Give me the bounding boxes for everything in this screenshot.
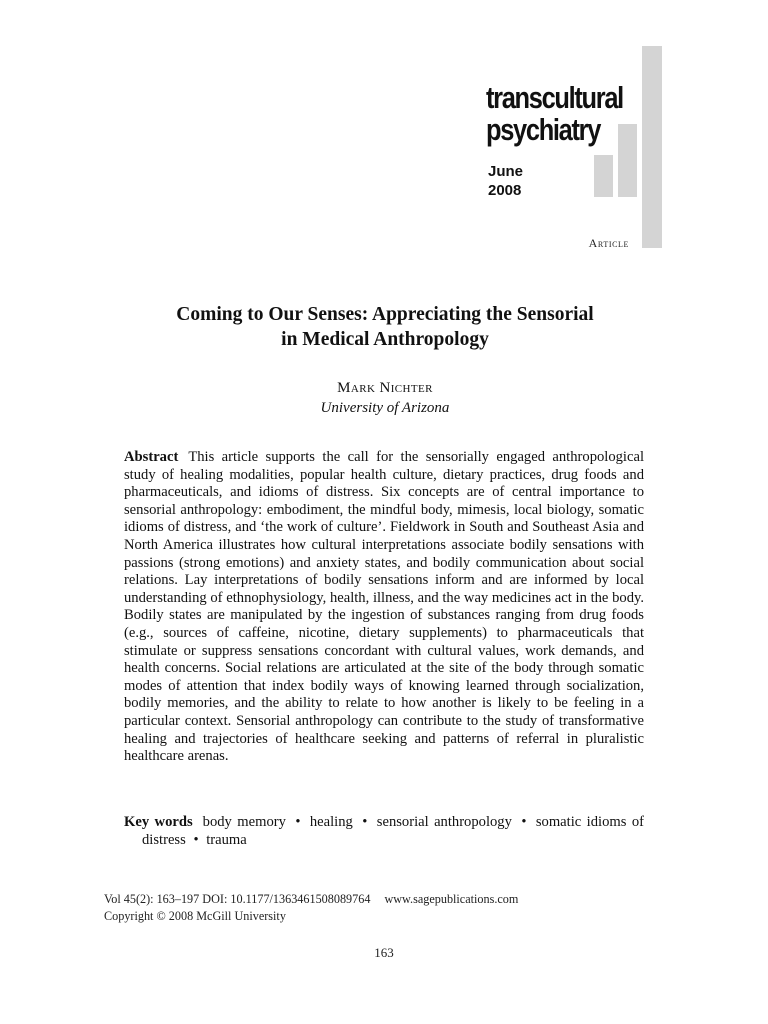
abstract [124,449,644,766]
journal-title-line2: psychiatry [486,112,601,147]
decorative-bar-mid [618,124,637,197]
abstract-label: Abstract [124,449,179,465]
footer-citation-line [104,891,518,908]
journal-title [486,80,623,147]
keyword-separator: • [193,831,199,848]
keyword-separator: • [295,814,301,830]
keywords [124,814,644,849]
article-title-line2: in Medical Anthropology [281,329,489,350]
decorative-bar-short [594,155,613,197]
keyword: body memory [202,814,286,830]
copyright: Copyright © 2008 McGill University [104,909,286,923]
publisher-url: www.sagepublications.com [384,892,519,906]
keyword-separator: • [362,814,368,830]
journal-title-line1: transcultural [486,80,623,115]
keyword: trauma [206,831,247,848]
issue-year: 2008 [488,182,522,199]
article-title [90,302,680,352]
keyword: healing [309,814,353,830]
issue-date [488,162,523,200]
article-type-label: Article [588,236,629,250]
author-name: Mark Nichter [337,380,433,396]
decorative-bar-tall [642,46,662,248]
abstract-text: This article supports the call for the sensorially engaged anthropological study of healing modalities, popular health culture, dietary practices, drug foods and pharmaceuticals, and idioms of distress. Six concepts are of central importance to sensorial anthropology: embodiment, the mindful body, mimesis, local biology, somatic idioms of distress, and ‘the work of culture’. Fieldwork in South and Southeast Asia and North America illustrates how cultural interpretations associate bodily sensations with passions (strong emotions) and anxiety states, and bodily communication about social relations. Lay interpretations of bodily sensations inform and are informed by local understanding of ethnophysiology, health, illness, and the way medicines act in the body. Bodily states are manipulated by the ingestion of substances ranging from drug foods (e.g., sources of caffeine, nicotine, dietary supplements) to pharmaceuticals that stimulate or suppress sensations concordant with cultural values, work demands, and health concerns. Social relations are articulated at the site of the body through somatic modes of attention that index bodily ways of knowing learned through socialization, bodily memories, and the ability to relate to how another is likely to be feeling in a particular context. Sensorial anthropology can contribute to the study of transformative healing and trajectories of healthcare seeking and patterns of referral in pluralistic healthcare arenas. [124,449,644,765]
keywords-label: Key words [124,814,193,830]
page-number: 163 [374,945,394,960]
keyword-separator: • [521,814,527,830]
citation: Vol 45(2): 163–197 DOI: 10.1177/1363461508089764 [104,892,371,906]
keywords-list [142,814,644,848]
keyword: sensorial anthropology [376,814,512,830]
keyword: somatic idioms of distress [142,814,644,848]
author-affiliation: University of Arizona [320,400,450,416]
issue-month: June [488,163,524,180]
footer [104,891,518,925]
article-title-line1: Coming to Our Senses: Appreciating the Sensorial [176,304,594,325]
